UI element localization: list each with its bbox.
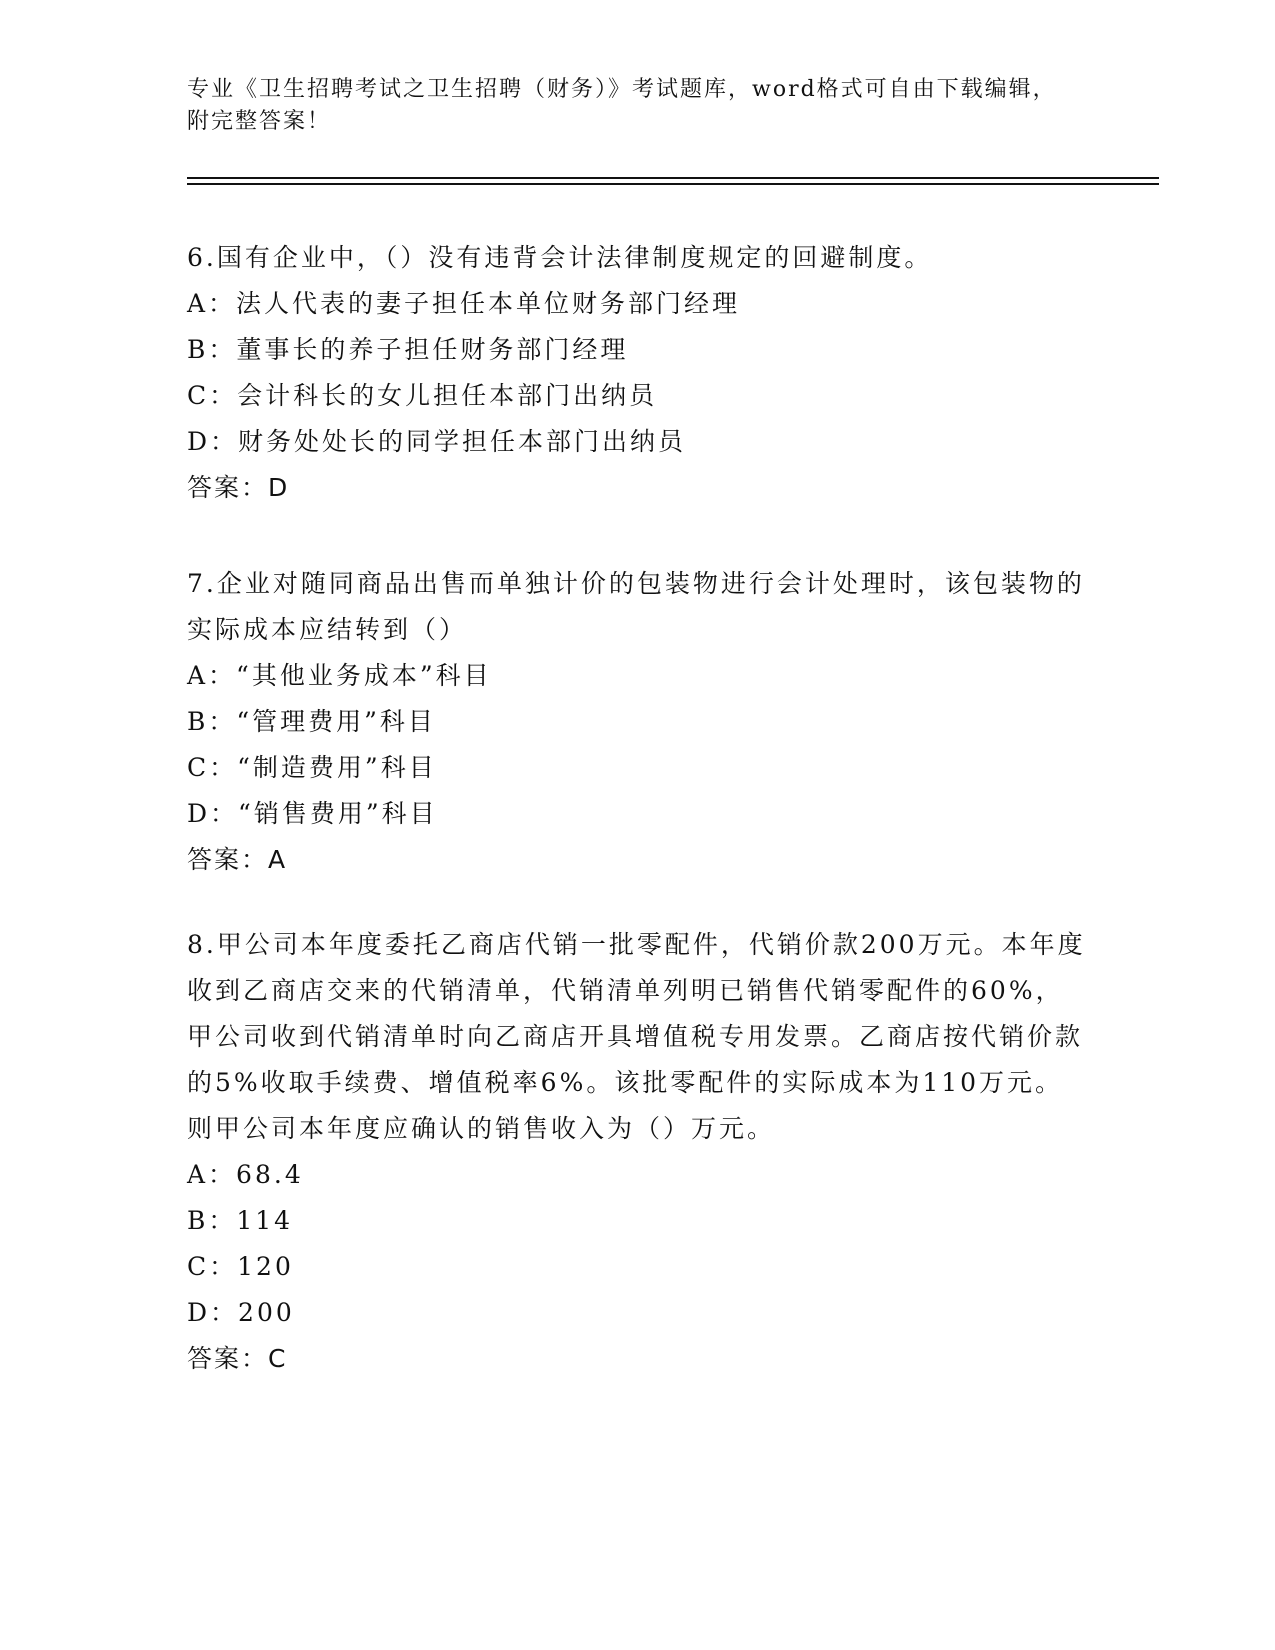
option-b: B：董事长的养子担任财务部门经理 [187, 335, 629, 364]
option-a: A：法人代表的妻子担任本单位财务部门经理 [187, 289, 741, 318]
option-c: C：120 [187, 1252, 294, 1281]
answer-line: 答案：C [187, 1344, 288, 1373]
question-stem: 7.企业对随同商品出售而单独计价的包装物进行会计处理时，该包装物的实际成本应结转到（） [187, 569, 1085, 644]
option-a: A：“其他业务成本”科目 [187, 661, 492, 690]
header-divider-bottom [187, 183, 1159, 185]
option-d: D：“销售费用”科目 [187, 799, 438, 828]
question-8 [187, 922, 1087, 1382]
option-b: B：114 [187, 1206, 294, 1235]
question-6 [187, 235, 1087, 511]
option-c: C：“制造费用”科目 [187, 753, 437, 782]
answer-line: 答案：A [187, 845, 288, 874]
option-d: D：财务处处长的同学担任本部门出纳员 [187, 427, 687, 456]
option-c: C：会计科长的女儿担任本部门出纳员 [187, 381, 658, 410]
option-d: D：200 [187, 1298, 295, 1327]
answer-line: 答案：D [187, 473, 290, 502]
option-b: B：“管理费用”科目 [187, 707, 436, 736]
document-header: 专业《卫生招聘考试之卫生招聘（财务）》考试题库，word格式可自由下载编辑，附完整答案！ [187, 77, 1057, 134]
option-a: A：68.4 [187, 1160, 304, 1189]
question-stem: 6.国有企业中，（）没有违背会计法律制度规定的回避制度。 [187, 243, 933, 272]
header-divider-top [187, 177, 1159, 179]
question-7 [187, 561, 1087, 883]
question-stem: 8.甲公司本年度委托乙商店代销一批零配件，代销价款200万元。本年度收到乙商店交来的代销清单，代销清单列明已销售代销零配件的60%，甲公司收到代销清单时向乙商店开具增值税专用发票。乙商店按代销价款的5%收取手续费、增值税率6%。该批零配件的实际成本为110万元。则甲公司本年度应确认的销售收入为（）万元。 [187, 930, 1086, 1143]
